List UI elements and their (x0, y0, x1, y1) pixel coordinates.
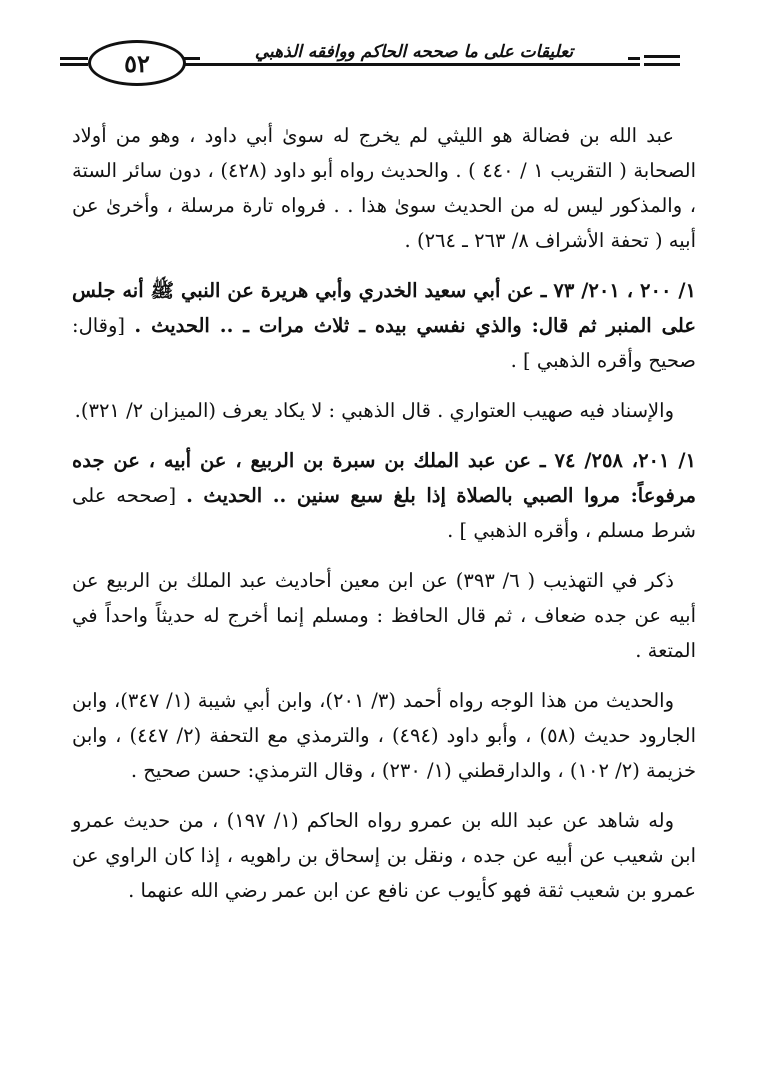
paragraph: عبد الله بن فضالة هو الليثي لم يخرج له سوىٰ أبي داود ، وهو من أولاد الصحابة ( التقريب ١ / ٤٤٠ ) . والحديث رواه أبو داود (٤٢٨) ، دون سائر الستة ، والمذكور ليس له من الحديث سوىٰ هذا . . فرواه تارة مرسلة ، وأخرىٰ عن أبيه ( تحفة الأشراف ٨/ ٢٦٣ ـ ٢٦٤) . (72, 124, 697, 252)
hadith-text: ١/ ٢٠١، ٢٥٨/ ٧٤ ـ عن عبد الملك بن سبرة بن الربيع ، عن أبيه ، عن جده مرفوعاً: مروا الصبي بالصلاة إذا بلغ سبع سنين .. الحديث . (72, 449, 696, 507)
header-ornament (640, 52, 680, 70)
paragraph: والإسناد فيه صهيب العتواري . قال الذهبي : لا يكاد يعرف (الميزان ٢/ ٣٢١). (74, 399, 674, 422)
header-rule-left (60, 54, 88, 68)
paragraph: ذكر في التهذيب ( ٦/ ٣٩٣) عن ابن معين أحاديث عبد الملك بن الربيع عن أبيه عن جده ضعاف ، ثم قال الحافظ : ومسلم إنما أخرج له حديثاً واحداً في المتعة . (72, 569, 696, 662)
page-number: ٥٢ (88, 40, 186, 86)
paragraph: والحديث من هذا الوجه رواه أحمد (٣/ ٢٠١)، وابن أبي شيبة (١/ ٣٤٧)، وابن الجارود حديث (٥٨) ، وأبو داود (٤٩٤) ، والترمذي مع التحفة (٢/ ٤٤٧) ، وابن خزيمة (٢/ ١٠٢) ، والدارقطني (١/ ٢٣٠) ، وقال الترمذي: حسن صحيح . (72, 689, 697, 782)
hadith-text: ١/ ٢٠٠ ، ٢٠١/ ٧٣ ـ عن أبي سعيد الخدري وأبي هريرة عن النبي ﷺ أنه جلس على المنبر ثم قال: والذي نفسي بيده ـ ثلاث مرات ـ .. الحديث . (72, 279, 697, 337)
page-body (72, 118, 696, 923)
hadith-entry (72, 443, 696, 548)
paragraph: وله شاهد عن عبد الله بن عمرو رواه الحاكم (١/ ١٩٧) ، من حديث عمرو ابن شعيب عن أبيه عن جده ، ونقل بن إسحاق بن راهويه ، إذا كان الراوي عن عمرو بن شعيب ثقة فهو كأيوب عن نافع عن ابن عمر رضي الله عنهما . (72, 809, 696, 902)
running-title: تعليقات على ما صححه الحاكم ووافقه الذهبي (200, 42, 628, 62)
hadith-entry (72, 273, 696, 378)
hadith-ruling: [وقال: صحيح وأقره الذهبي ] . (72, 314, 696, 372)
hadith-ruling: [صححه على شرط مسلم ، وأقره الذهبي ] . (72, 484, 696, 542)
page-header (60, 40, 680, 110)
